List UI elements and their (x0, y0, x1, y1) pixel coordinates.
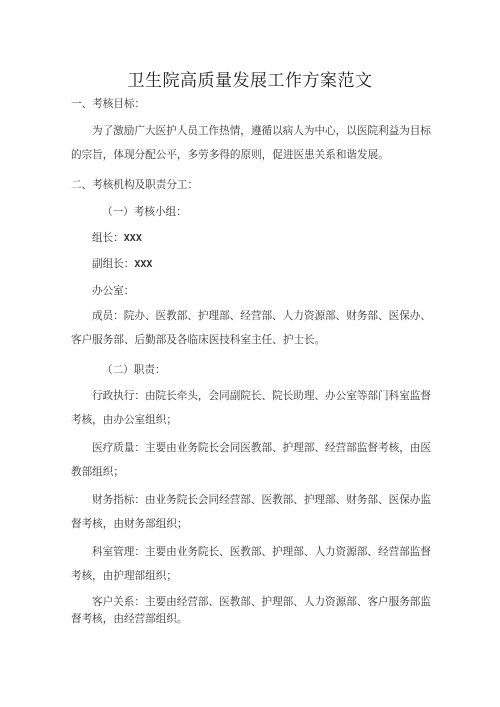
deputy-name: XXX (134, 259, 153, 270)
office-line (71, 279, 436, 303)
subsection-heading-1 (71, 200, 436, 224)
paragraph-text: 科室管理：主要由业务院长、医教部、护理部、人力资源部、经营部监督考核，由护理部组织； (71, 546, 431, 582)
paragraph-text: 财务指标：由业务院长会同经营部、医教部、护理部、财务部、医保办监督考核，由财务部组织； (71, 494, 431, 530)
paragraph-text: （一）考核小组： (102, 206, 187, 218)
leader-name: XXX (123, 233, 142, 244)
section-heading-1 (71, 92, 436, 116)
subsection-heading-2 (71, 358, 436, 382)
paragraph-text: 办公室： (92, 285, 135, 297)
paragraph-text: （二）职责： (102, 364, 166, 376)
paragraph-text: 医疗质量：主要由业务院长会同医教部、护理部、经营部监督考核，由医教部组织； (71, 442, 431, 478)
duty-finance (71, 488, 436, 536)
team-leader-line (71, 226, 436, 251)
paragraph-text: 成员：院办、医教部、护理部、经营部、人力资源部、财务部、医保办、客户服务部、后勤部及各临床医技科室主任、护士长。 (71, 310, 431, 346)
paragraph-text: 客户关系：主要由经营部、医教部、护理部、人力资源部、客户服务部监督考核，由经营部组织。 (71, 596, 431, 625)
paragraph-text: 一、考核目标： (71, 98, 146, 110)
duty-admin (71, 384, 436, 432)
members-paragraph (71, 304, 436, 352)
duty-customer-relations (71, 594, 436, 628)
paragraph-text: 二、考核机构及职责分工： (71, 179, 199, 191)
paragraph-text: 为了激励广大医护人员工作热情，遵循以病人为中心，以医院利益为目标的宗旨，体现分配公平，多劳多得的原则，促进医患关系和谐发展。 (71, 125, 431, 161)
section-heading-2 (71, 173, 436, 197)
leader-label: 组长： (92, 232, 124, 244)
duty-medical-quality (71, 436, 436, 484)
document-title: 卫生院高质量发展工作方案范文 (127, 71, 373, 91)
deputy-label: 副组长： (92, 258, 135, 270)
paragraph-goal (71, 119, 436, 167)
paragraph-text: 行政执行：由院长牵头，会同副院长、院长助理、办公室等部门科室监督考核，由办公室组织； (71, 390, 431, 426)
duty-department-management (71, 540, 436, 588)
deputy-leader-line (71, 252, 436, 277)
